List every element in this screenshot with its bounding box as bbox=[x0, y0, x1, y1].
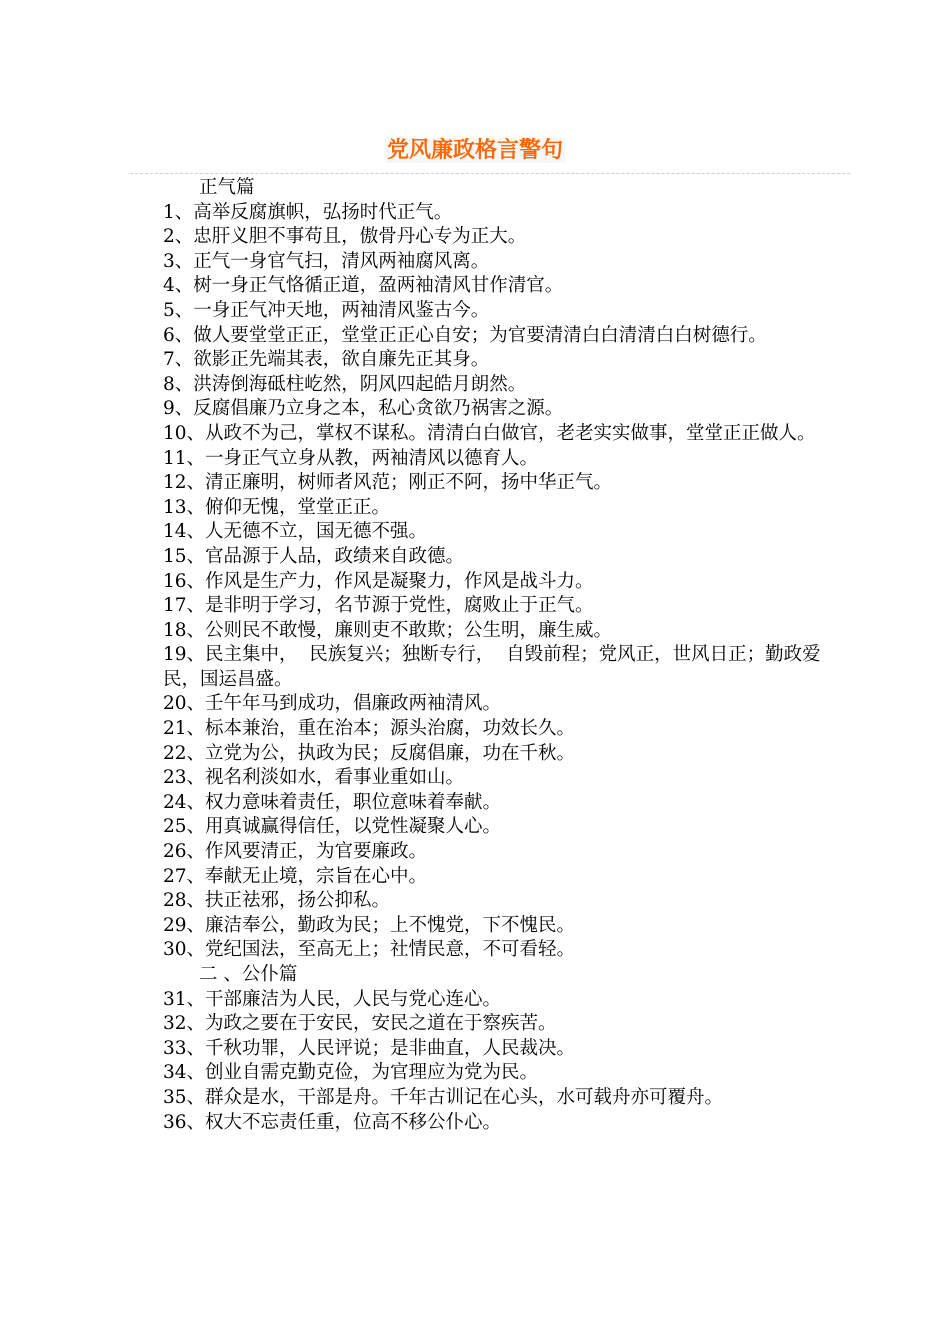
list-item: 36、权大不忘责任重，位高不移公仆心。 bbox=[163, 1111, 502, 1133]
document-title bbox=[0, 136, 950, 166]
list-item: 9、反腐倡廉乃立身之本，私心贪欲乃祸害之源。 bbox=[163, 398, 564, 420]
list-item: 5、一身正气冲天地，两袖清风鉴古今。 bbox=[163, 299, 490, 321]
list-item: 10、从政不为己，掌权不谋私。清清白白做官，老老实实做事，堂堂正正做人。 bbox=[163, 422, 816, 444]
list-item: 28、扶正祛邪，扬公抑私。 bbox=[163, 890, 391, 912]
section-heading: 二 、公仆篇 bbox=[199, 964, 298, 985]
list-item: 16、作风是生产力，作风是凝聚力，作风是战斗力。 bbox=[163, 570, 594, 592]
list-item: 33、千秋功罪，人民评说；是非曲直，人民裁决。 bbox=[163, 1037, 576, 1059]
list-item: 14、人无德不立，国无德不强。 bbox=[163, 521, 428, 543]
list-item: 19、民主集中， 民族复兴；独断专行， 自毁前程；党风正，世风日正；勤政爱民，国运昌盛。 bbox=[163, 644, 821, 690]
list-item: 29、廉洁奉公，勤政为民；上不愧党，下不愧民。 bbox=[163, 914, 576, 936]
list-item: 2、忠肝义胆不事苟且，傲骨丹心专为正大。 bbox=[163, 226, 527, 248]
list-item: 24、权力意味着责任，职位意味着奉献。 bbox=[163, 791, 502, 813]
list-item: 27、奉献无止境，宗旨在心中。 bbox=[163, 865, 428, 887]
list-item: 35、群众是水，干部是舟。千年古训记在心头，水可载舟亦可覆舟。 bbox=[163, 1086, 724, 1108]
list-item: 21、标本兼治，重在治本；源头治腐，功效长久。 bbox=[163, 718, 576, 740]
list-item: 12、清正廉明，树师者风范；刚正不阿，扬中华正气。 bbox=[163, 472, 613, 494]
list-item: 4、树一身正气恪循正道，盈两袖清风甘作清官。 bbox=[163, 275, 564, 297]
list-item: 1、高举反腐旗帜，弘扬时代正气。 bbox=[163, 201, 453, 223]
list-item: 18、公则民不敢慢，廉则吏不敢欺；公生明，廉生威。 bbox=[163, 619, 613, 641]
document-title-text: 党风廉政格言警句 bbox=[386, 138, 563, 163]
list-item: 20、壬午年马到成功，倡廉政两袖清风。 bbox=[163, 693, 502, 715]
list-item: 22、立党为公，执政为民；反腐倡廉，功在千秋。 bbox=[163, 742, 576, 764]
list-item: 8、洪涛倒海砥柱屹然，阴风四起皓月朗然。 bbox=[163, 373, 527, 395]
list-item: 3、正气一身官气扫，清风两袖腐风离。 bbox=[163, 250, 490, 272]
list-item: 13、俯仰无愧，堂堂正正。 bbox=[163, 496, 391, 518]
list-item: 31、干部廉洁为人民，人民与党心连心。 bbox=[163, 988, 502, 1010]
list-item: 32、为政之要在于安民，安民之道在于察疾苦。 bbox=[163, 1013, 557, 1035]
title-divider bbox=[130, 173, 850, 174]
section-heading: 正气篇 bbox=[199, 177, 255, 198]
list-item: 7、欲影正先端其表，欲自廉先正其身。 bbox=[163, 349, 490, 371]
list-item: 25、用真诚赢得信任，以党性凝聚人心。 bbox=[163, 816, 502, 838]
list-item: 30、党纪国法，至高无上；社情民意，不可看轻。 bbox=[163, 939, 576, 961]
list-item: 26、作风要清正，为官要廉政。 bbox=[163, 841, 428, 863]
list-item: 23、视名利淡如水，看事业重如山。 bbox=[163, 767, 465, 789]
list-item: 11、一身正气立身从教，两袖清风以德育人。 bbox=[163, 447, 539, 469]
list-item: 34、创业自需克勤克俭，为官理应为党为民。 bbox=[163, 1062, 539, 1084]
list-item: 6、做人要堂堂正正，堂堂正正心自安；为官要清清白白清清白白树德行。 bbox=[163, 324, 767, 346]
list-item: 17、是非明于学习，名节源于党性，腐败止于正气。 bbox=[163, 595, 594, 617]
document-body bbox=[163, 176, 823, 1135]
list-item: 15、官品源于人品，政绩来自政德。 bbox=[163, 545, 465, 567]
